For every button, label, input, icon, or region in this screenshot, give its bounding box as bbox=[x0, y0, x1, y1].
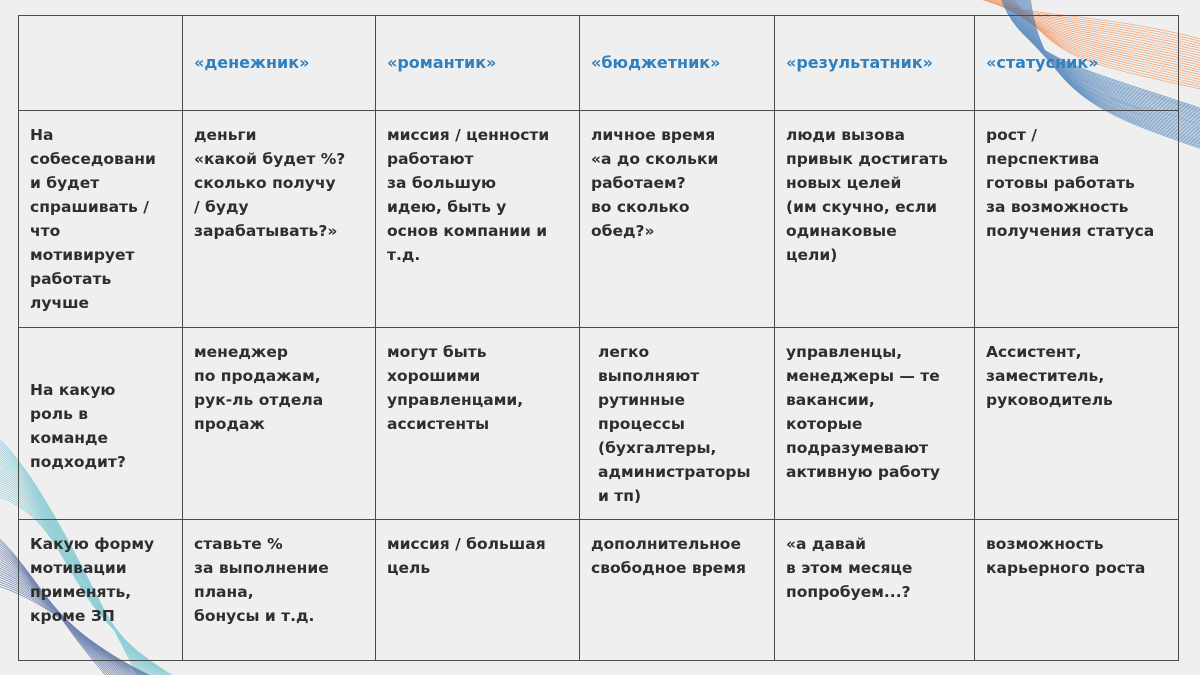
corner-cell bbox=[19, 16, 183, 111]
row-header-motivation-form: Какую форму мотивации применять, кроме ЗП bbox=[19, 520, 183, 661]
column-header-money: «денежник» bbox=[183, 16, 376, 111]
column-header-result: «результатник» bbox=[775, 16, 975, 111]
table-cell: могут быть хорошими управленцами, ассистенты bbox=[376, 328, 580, 520]
table-row bbox=[19, 520, 1179, 661]
header-row bbox=[19, 16, 1179, 111]
table-cell: деньги «какой будет %? сколько получу / буду зарабатывать?» bbox=[183, 111, 376, 328]
row-header-team-role: На какую роль в команде подходит? bbox=[19, 328, 183, 520]
motivation-types-table bbox=[18, 15, 1179, 661]
table-row bbox=[19, 328, 1179, 520]
table-cell: миссия / ценности работают за большую идею, быть у основ компании и т.д. bbox=[376, 111, 580, 328]
table-cell: миссия / большая цель bbox=[376, 520, 580, 661]
table-cell: «а давай в этом месяце попробуем...? bbox=[775, 520, 975, 661]
column-header-status: «статусник» bbox=[975, 16, 1179, 111]
table-cell: легко выполняют рутинные процессы (бухгалтеры, администраторы и тп) bbox=[580, 328, 775, 520]
column-header-romantic: «романтик» bbox=[376, 16, 580, 111]
table-cell: дополнительное свободное время bbox=[580, 520, 775, 661]
table-cell: рост / перспектива готовы работать за возможность получения статуса bbox=[975, 111, 1179, 328]
table-cell: ставьте % за выполнение плана, бонусы и т.д. bbox=[183, 520, 376, 661]
row-header-interview: На собеседовани и будет спрашивать / что мотивирует работать лучше bbox=[19, 111, 183, 328]
table-cell: менеджер по продажам, рук-ль отдела продаж bbox=[183, 328, 376, 520]
column-header-budget: «бюджетник» bbox=[580, 16, 775, 111]
table-cell: возможность карьерного роста bbox=[975, 520, 1179, 661]
table-cell: люди вызова привык достигать новых целей (им скучно, если одинаковые цели) bbox=[775, 111, 975, 328]
table-cell: Ассистент, заместитель, руководитель bbox=[975, 328, 1179, 520]
table-cell: личное время «а до скольки работаем? во сколько обед?» bbox=[580, 111, 775, 328]
table-cell: управленцы, менеджеры — те вакансии, которые подразумевают активную работу bbox=[775, 328, 975, 520]
table-row bbox=[19, 111, 1179, 328]
